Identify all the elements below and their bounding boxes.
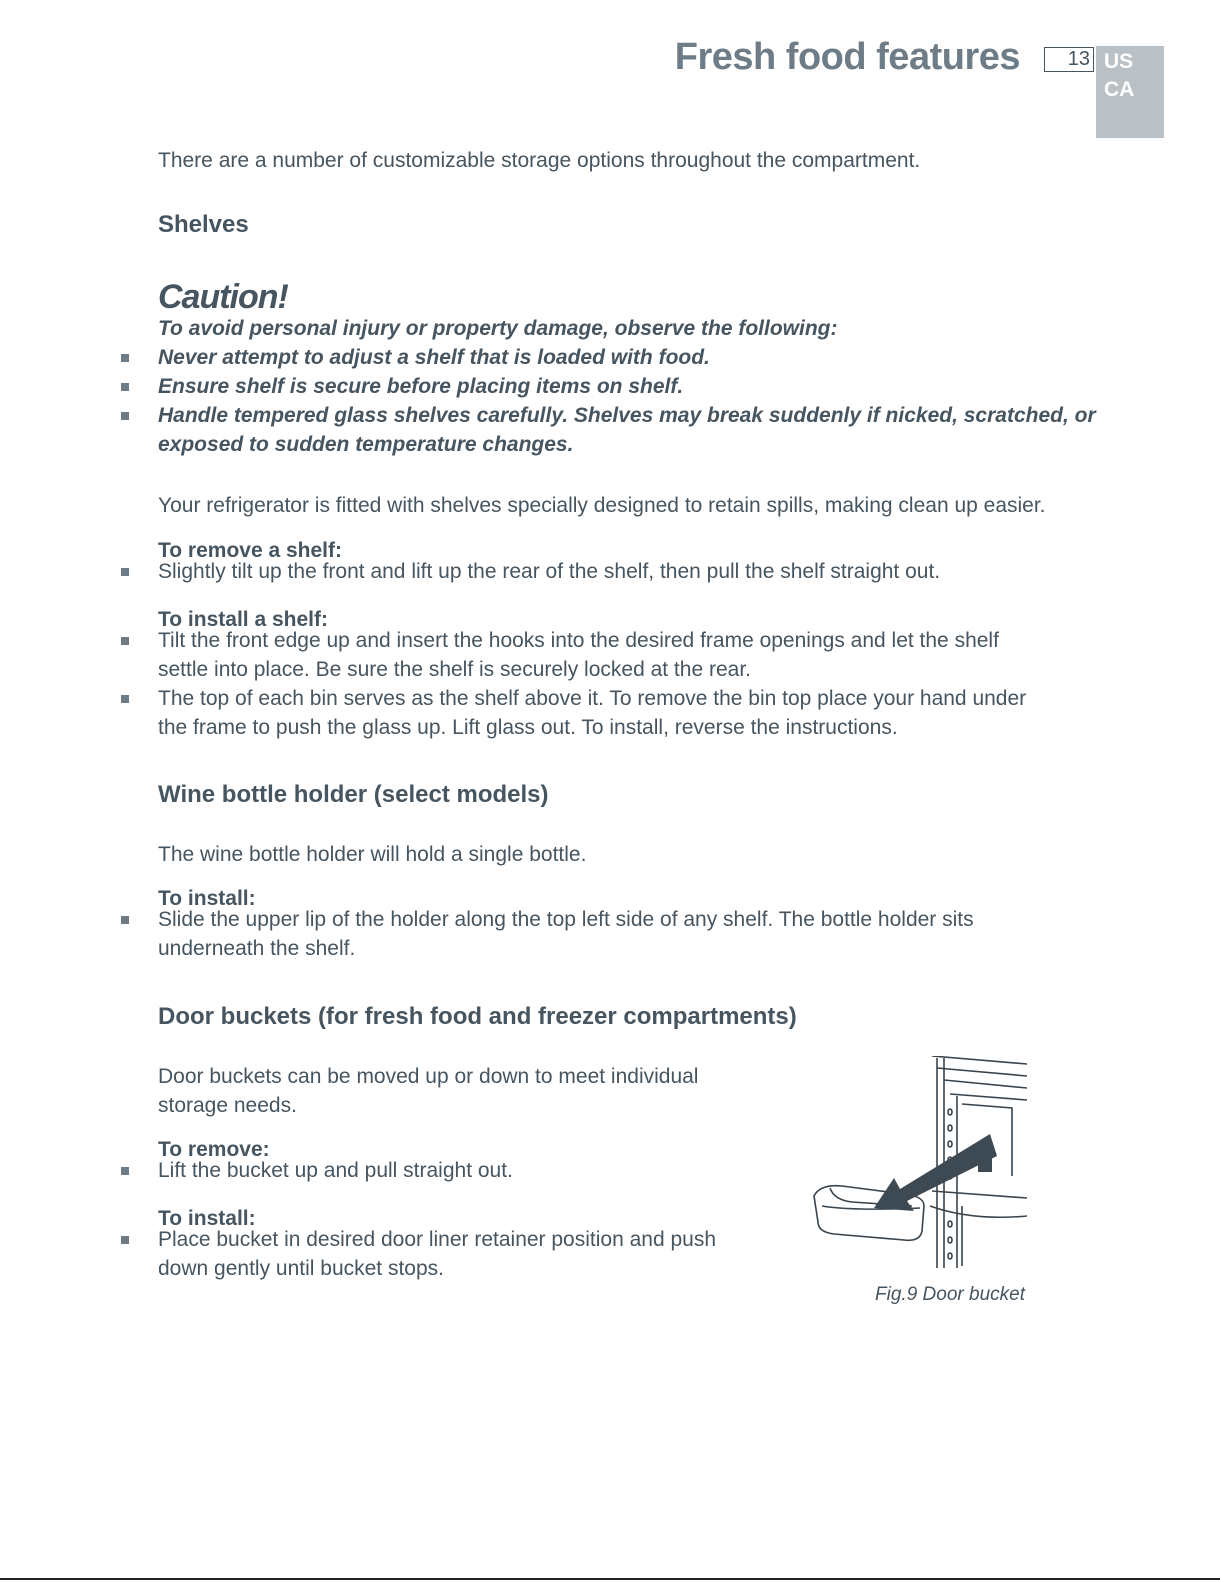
door-buckets-heading: Door buckets (for fresh food and freezer compartments) <box>158 1003 797 1030</box>
bullet-icon <box>121 695 129 703</box>
bullet-icon <box>121 383 129 391</box>
description-line: Door buckets can be moved up or down to meet individual <box>158 1065 699 1088</box>
caution-lead: To avoid personal injury or property damage, observe the following: <box>158 317 838 340</box>
shelves-heading: Shelves <box>158 211 249 238</box>
bucket-install-step <box>158 1225 716 1283</box>
bucket-remove-heading: To remove: <box>158 1138 270 1161</box>
bullet-icon <box>121 568 129 576</box>
wine-install-step <box>158 905 974 963</box>
install-shelf-step <box>158 684 1026 742</box>
description-line: storage needs. <box>158 1094 297 1117</box>
remove-shelf-heading: To remove a shelf: <box>158 539 342 562</box>
caution-item-continued: exposed to sudden temperature changes. <box>158 433 574 456</box>
wine-install-heading: To install: <box>158 887 256 910</box>
intro-text: There are a number of customizable storage options throughout the compartment. <box>158 149 921 172</box>
door-buckets-description <box>158 1062 698 1120</box>
locale-tab <box>1096 46 1164 138</box>
caution-item: Handle tempered glass shelves carefully. Shelves may break suddenly if nicked, scratched, or <box>158 404 1096 427</box>
page-bottom-rule <box>0 1578 1220 1580</box>
page-title: Fresh food features <box>674 36 1020 78</box>
shelves-description: Your refrigerator is fitted with shelves specially designed to retain spills, making clean up easier. <box>158 494 1046 517</box>
step-line: Place bucket in desired door liner retainer position and push <box>158 1228 717 1251</box>
door-bucket-illustration <box>812 1056 1027 1278</box>
bucket-remove-step: Lift the bucket up and pull straight out. <box>158 1159 513 1182</box>
step-line: the frame to push the glass up. Lift glass out. To install, reverse the instructions. <box>158 716 898 739</box>
step-line: settle into place. Be sure the shelf is securely locked at the rear. <box>158 658 751 681</box>
bullet-icon <box>121 1236 129 1244</box>
bullet-icon <box>121 637 129 645</box>
step-line: Tilt the front edge up and insert the hooks into the desired frame openings and let the shelf <box>158 629 999 652</box>
wine-heading: Wine bottle holder (select models) <box>158 781 549 808</box>
locale-ca: CA <box>1104 78 1135 101</box>
bucket-install-heading: To install: <box>158 1207 256 1230</box>
caution-item: Ensure shelf is secure before placing items on shelf. <box>158 375 684 398</box>
figure-caption: Fig.9 Door bucket <box>875 1284 1025 1305</box>
wine-description: The wine bottle holder will hold a single bottle. <box>158 843 587 866</box>
step-line: The top of each bin serves as the shelf above it. To remove the bin top place your hand under <box>158 687 1027 710</box>
caution-title: Caution! <box>158 278 288 316</box>
bullet-icon <box>121 412 129 420</box>
install-shelf-heading: To install a shelf: <box>158 608 328 631</box>
remove-shelf-step: Slightly tilt up the front and lift up the rear of the shelf, then pull the shelf straight out. <box>158 560 941 583</box>
step-line: underneath the shelf. <box>158 937 356 960</box>
step-line: Slide the upper lip of the holder along the top left side of any shelf. The bottle holder sits <box>158 908 974 931</box>
step-line: down gently until bucket stops. <box>158 1257 445 1280</box>
caution-item: Never attempt to adjust a shelf that is loaded with food. <box>158 346 710 369</box>
bullet-icon <box>121 1167 129 1175</box>
page-number: 13 <box>1044 47 1094 72</box>
bullet-icon <box>121 916 129 924</box>
locale-us: US <box>1104 50 1134 73</box>
install-shelf-step <box>158 626 999 684</box>
bullet-icon <box>121 354 129 362</box>
